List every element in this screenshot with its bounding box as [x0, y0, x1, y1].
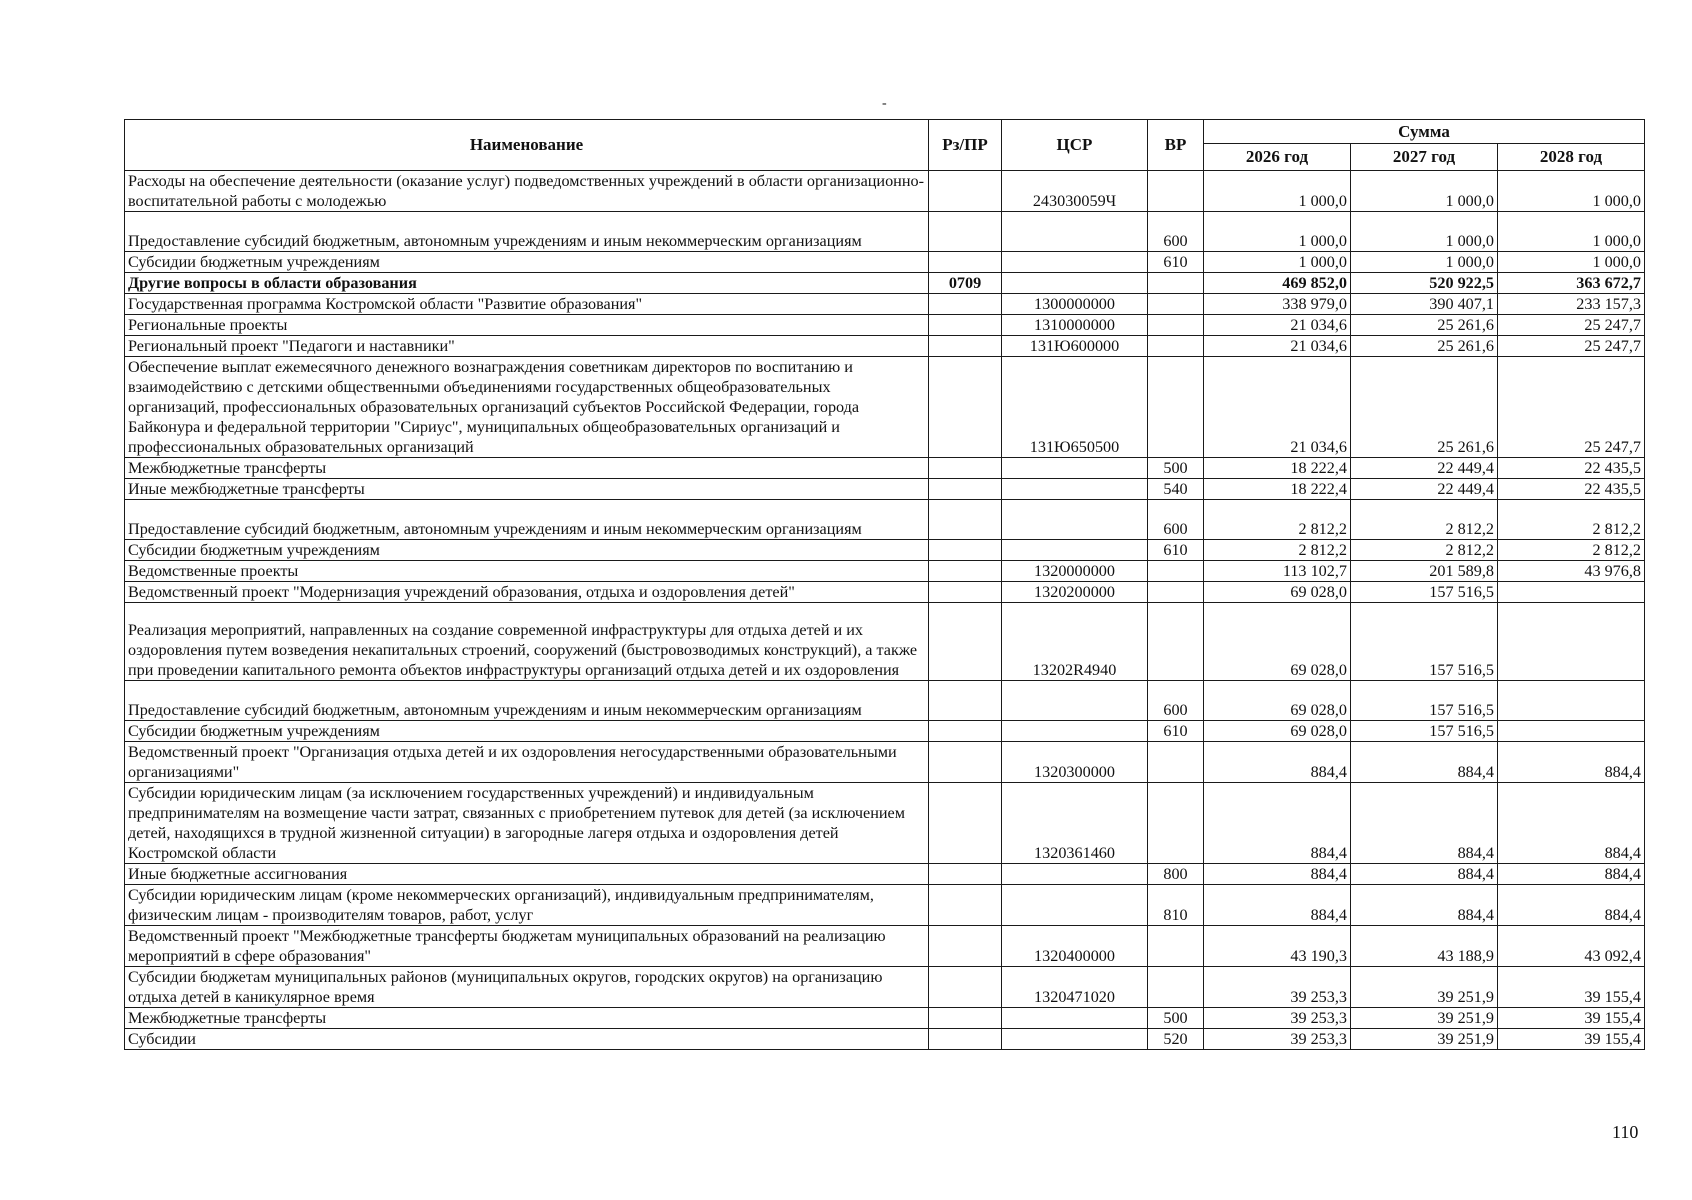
- row-sum-2028: 22 435,5: [1498, 479, 1645, 500]
- scan-mark: -: [882, 96, 887, 111]
- table-row: [125, 582, 1645, 603]
- row-csr: 1320300000: [1002, 742, 1148, 783]
- row-sum-2028: 363 672,7: [1498, 273, 1645, 294]
- table-row: [125, 561, 1645, 582]
- row-sum-2027: 157 516,5: [1351, 603, 1498, 681]
- row-vr: 600: [1148, 681, 1204, 721]
- row-sum-2027: 22 449,4: [1351, 479, 1498, 500]
- row-rz-pr: [929, 336, 1002, 357]
- row-sum-2028: 884,4: [1498, 885, 1645, 926]
- row-rz-pr: [929, 171, 1002, 212]
- row-name: Обеспечение выплат ежемесячного денежного вознаграждения советникам директоров по воспитанию и взаимодействию с детскими общественными объединениями государственных общеобразовательных организаций, профессиональных образовательных организаций субъектов Российской Федерации, города Байконура и федеральной территории "Сириус", муниципальных общеобразовательных организаций и профессиональных образовательных организаций: [125, 357, 929, 458]
- row-csr: [1002, 885, 1148, 926]
- row-name: Региональный проект "Педагоги и наставники": [125, 336, 929, 357]
- row-name: Субсидии бюджетным учреждениям: [125, 721, 929, 742]
- row-sum-2028: 25 247,7: [1498, 357, 1645, 458]
- row-rz-pr: [929, 721, 1002, 742]
- row-sum-2028: 25 247,7: [1498, 315, 1645, 336]
- row-sum-2026: 884,4: [1204, 783, 1351, 864]
- row-rz-pr: [929, 926, 1002, 967]
- row-vr: 610: [1148, 721, 1204, 742]
- row-sum-2027: 2 812,2: [1351, 540, 1498, 561]
- table-row: [125, 603, 1645, 681]
- row-sum-2026: 1 000,0: [1204, 212, 1351, 252]
- row-name: Субсидии: [125, 1029, 929, 1050]
- table-row: [125, 926, 1645, 967]
- row-rz-pr: [929, 783, 1002, 864]
- row-sum-2027: 22 449,4: [1351, 458, 1498, 479]
- row-rz-pr: [929, 357, 1002, 458]
- header-vr: ВР: [1148, 120, 1204, 171]
- row-name: Предоставление субсидий бюджетным, автономным учреждениям и иным некоммерческим организациям: [125, 681, 929, 721]
- row-rz-pr: [929, 540, 1002, 561]
- table-row: [125, 742, 1645, 783]
- row-sum-2026: 884,4: [1204, 742, 1351, 783]
- row-sum-2026: 21 034,6: [1204, 315, 1351, 336]
- row-vr: [1148, 357, 1204, 458]
- row-sum-2026: 884,4: [1204, 885, 1351, 926]
- row-sum-2027: 157 516,5: [1351, 681, 1498, 721]
- row-name: Государственная программа Костромской области "Развитие образования": [125, 294, 929, 315]
- row-vr: 520: [1148, 1029, 1204, 1050]
- row-csr: 1300000000: [1002, 294, 1148, 315]
- row-name: Ведомственные проекты: [125, 561, 929, 582]
- header-csr: ЦСР: [1002, 120, 1148, 171]
- row-sum-2027: 39 251,9: [1351, 967, 1498, 1008]
- row-sum-2027: 1 000,0: [1351, 171, 1498, 212]
- row-rz-pr: [929, 561, 1002, 582]
- row-sum-2027: 884,4: [1351, 885, 1498, 926]
- table-body: [125, 171, 1645, 1050]
- row-sum-2028: 884,4: [1498, 783, 1645, 864]
- row-rz-pr: [929, 500, 1002, 540]
- row-sum-2026: 43 190,3: [1204, 926, 1351, 967]
- row-name: Реализация мероприятий, направленных на создание современной инфраструктуры для отдыха детей и их оздоровления путем возведения некапитальных строений, сооружений (быстровозводимых конструкций), а также при проведении капитального ремонта объектов инфраструктуры организаций отдыха детей и их оздоровления: [125, 603, 929, 681]
- row-name: Субсидии юридическим лицам (за исключением государственных учреждений) и индивидуальным предпринимателям на возмещение части затрат, связанных с приобретением путевок для детей (за исключением детей, находящихся в трудной жизненной ситуации) в загородные лагеря отдыха и оздоровления детей Костромской области: [125, 783, 929, 864]
- row-rz-pr: [929, 603, 1002, 681]
- row-csr: [1002, 273, 1148, 294]
- table-row: [125, 273, 1645, 294]
- row-rz-pr: [929, 742, 1002, 783]
- row-sum-2028: 39 155,4: [1498, 1029, 1645, 1050]
- row-sum-2026: 2 812,2: [1204, 540, 1351, 561]
- row-csr: 1320471020: [1002, 967, 1148, 1008]
- row-name: Ведомственный проект "Модернизация учреждений образования, отдыха и оздоровления детей": [125, 582, 929, 603]
- row-sum-2026: 21 034,6: [1204, 336, 1351, 357]
- row-csr: [1002, 458, 1148, 479]
- row-name: Иные межбюджетные трансферты: [125, 479, 929, 500]
- table-row: [125, 681, 1645, 721]
- row-sum-2028: 22 435,5: [1498, 458, 1645, 479]
- header-year-2028: 2028 год: [1498, 144, 1645, 171]
- row-csr: [1002, 479, 1148, 500]
- row-sum-2026: 39 253,3: [1204, 1029, 1351, 1050]
- row-sum-2027: 201 589,8: [1351, 561, 1498, 582]
- row-vr: 800: [1148, 864, 1204, 885]
- table-header: [125, 120, 1645, 171]
- row-csr: [1002, 212, 1148, 252]
- row-csr: 13202R4940: [1002, 603, 1148, 681]
- row-name: Предоставление субсидий бюджетным, автономным учреждениям и иным некоммерческим организациям: [125, 212, 929, 252]
- row-sum-2028: [1498, 603, 1645, 681]
- row-csr: [1002, 1008, 1148, 1029]
- table-row: [125, 479, 1645, 500]
- table-row: [125, 885, 1645, 926]
- row-vr: [1148, 315, 1204, 336]
- table-row: [125, 212, 1645, 252]
- row-csr: [1002, 540, 1148, 561]
- row-rz-pr: [929, 864, 1002, 885]
- row-name: Межбюджетные трансферты: [125, 458, 929, 479]
- row-csr: 131Ю650500: [1002, 357, 1148, 458]
- row-rz-pr: 0709: [929, 273, 1002, 294]
- row-sum-2028: 2 812,2: [1498, 500, 1645, 540]
- row-sum-2026: 18 222,4: [1204, 479, 1351, 500]
- header-year-2026: 2026 год: [1204, 144, 1351, 171]
- row-rz-pr: [929, 967, 1002, 1008]
- row-rz-pr: [929, 252, 1002, 273]
- row-vr: [1148, 336, 1204, 357]
- row-sum-2027: 884,4: [1351, 783, 1498, 864]
- row-vr: [1148, 742, 1204, 783]
- row-name: Другие вопросы в области образования: [125, 273, 929, 294]
- row-sum-2026: 69 028,0: [1204, 681, 1351, 721]
- row-vr: [1148, 603, 1204, 681]
- row-name: Предоставление субсидий бюджетным, автономным учреждениям и иным некоммерческим организациям: [125, 500, 929, 540]
- row-vr: [1148, 273, 1204, 294]
- row-sum-2027: 390 407,1: [1351, 294, 1498, 315]
- row-sum-2028: 233 157,3: [1498, 294, 1645, 315]
- row-sum-2028: 1 000,0: [1498, 212, 1645, 252]
- table-row: [125, 500, 1645, 540]
- table-row: [125, 336, 1645, 357]
- row-sum-2027: 157 516,5: [1351, 721, 1498, 742]
- row-sum-2026: 18 222,4: [1204, 458, 1351, 479]
- table-row: [125, 540, 1645, 561]
- row-vr: [1148, 967, 1204, 1008]
- table-row: [125, 458, 1645, 479]
- table-row: [125, 783, 1645, 864]
- row-csr: [1002, 252, 1148, 273]
- row-sum-2028: 1 000,0: [1498, 252, 1645, 273]
- row-sum-2026: 69 028,0: [1204, 603, 1351, 681]
- row-sum-2027: 25 261,6: [1351, 336, 1498, 357]
- row-rz-pr: [929, 315, 1002, 336]
- row-sum-2026: 39 253,3: [1204, 967, 1351, 1008]
- row-sum-2026: 39 253,3: [1204, 1008, 1351, 1029]
- row-sum-2026: 2 812,2: [1204, 500, 1351, 540]
- page-number: 110: [1612, 1122, 1639, 1142]
- row-name: Ведомственный проект "Организация отдыха детей и их оздоровления негосударственными образовательными организациями": [125, 742, 929, 783]
- table-row: [125, 967, 1645, 1008]
- row-sum-2028: 884,4: [1498, 742, 1645, 783]
- row-sum-2027: 884,4: [1351, 742, 1498, 783]
- row-sum-2027: 39 251,9: [1351, 1029, 1498, 1050]
- row-csr: [1002, 721, 1148, 742]
- row-vr: 810: [1148, 885, 1204, 926]
- row-vr: 610: [1148, 540, 1204, 561]
- row-sum-2027: 520 922,5: [1351, 273, 1498, 294]
- row-name: Межбюджетные трансферты: [125, 1008, 929, 1029]
- row-vr: [1148, 171, 1204, 212]
- row-sum-2027: 39 251,9: [1351, 1008, 1498, 1029]
- row-rz-pr: [929, 681, 1002, 721]
- row-name: Иные бюджетные ассигнования: [125, 864, 929, 885]
- row-name: Ведомственный проект "Межбюджетные трансферты бюджетам муниципальных образований на реализацию мероприятий в сфере образования": [125, 926, 929, 967]
- row-rz-pr: [929, 1029, 1002, 1050]
- row-sum-2027: 157 516,5: [1351, 582, 1498, 603]
- row-vr: [1148, 294, 1204, 315]
- header-rz-pr: Рз/ПР: [929, 120, 1002, 171]
- row-rz-pr: [929, 294, 1002, 315]
- row-csr: 1320400000: [1002, 926, 1148, 967]
- row-sum-2027: 43 188,9: [1351, 926, 1498, 967]
- row-csr: [1002, 1029, 1148, 1050]
- row-sum-2028: 2 812,2: [1498, 540, 1645, 561]
- row-vr: [1148, 926, 1204, 967]
- row-sum-2028: 884,4: [1498, 864, 1645, 885]
- row-sum-2028: [1498, 681, 1645, 721]
- budget-table: [124, 119, 1645, 1050]
- row-sum-2028: 43 092,4: [1498, 926, 1645, 967]
- row-vr: [1148, 582, 1204, 603]
- header-year-2027: 2027 год: [1351, 144, 1498, 171]
- row-sum-2027: 2 812,2: [1351, 500, 1498, 540]
- row-sum-2026: 69 028,0: [1204, 721, 1351, 742]
- row-sum-2027: 25 261,6: [1351, 315, 1498, 336]
- row-csr: 1320000000: [1002, 561, 1148, 582]
- row-csr: [1002, 500, 1148, 540]
- row-csr: 131Ю600000: [1002, 336, 1148, 357]
- row-sum-2026: 113 102,7: [1204, 561, 1351, 582]
- row-sum-2028: 39 155,4: [1498, 967, 1645, 1008]
- row-vr: 600: [1148, 500, 1204, 540]
- row-sum-2028: [1498, 721, 1645, 742]
- row-vr: 540: [1148, 479, 1204, 500]
- row-vr: 500: [1148, 458, 1204, 479]
- row-name: Субсидии бюджетным учреждениям: [125, 540, 929, 561]
- row-sum-2027: 1 000,0: [1351, 212, 1498, 252]
- row-rz-pr: [929, 458, 1002, 479]
- header-name: Наименование: [125, 120, 929, 171]
- table-row: [125, 1008, 1645, 1029]
- row-csr: [1002, 681, 1148, 721]
- header-sum: Сумма: [1204, 120, 1645, 144]
- row-rz-pr: [929, 582, 1002, 603]
- row-vr: 600: [1148, 212, 1204, 252]
- row-sum-2028: 1 000,0: [1498, 171, 1645, 212]
- row-sum-2026: 884,4: [1204, 864, 1351, 885]
- row-name: Субсидии юридическим лицам (кроме некоммерческих организаций), индивидуальным предпринимателям, физическим лицам - производителям товаров, работ, услуг: [125, 885, 929, 926]
- row-rz-pr: [929, 885, 1002, 926]
- row-csr: 1320200000: [1002, 582, 1148, 603]
- row-vr: [1148, 561, 1204, 582]
- row-name: Субсидии бюджетным учреждениям: [125, 252, 929, 273]
- table-row: [125, 252, 1645, 273]
- table-row: [125, 171, 1645, 212]
- row-sum-2027: 884,4: [1351, 864, 1498, 885]
- row-sum-2028: 43 976,8: [1498, 561, 1645, 582]
- table-row: [125, 1029, 1645, 1050]
- row-vr: 610: [1148, 252, 1204, 273]
- row-csr: 1310000000: [1002, 315, 1148, 336]
- row-name: Региональные проекты: [125, 315, 929, 336]
- row-csr: 1320361460: [1002, 783, 1148, 864]
- row-sum-2027: 1 000,0: [1351, 252, 1498, 273]
- row-csr: 243030059Ч: [1002, 171, 1148, 212]
- row-sum-2026: 469 852,0: [1204, 273, 1351, 294]
- row-vr: [1148, 783, 1204, 864]
- table-row: [125, 294, 1645, 315]
- row-sum-2028: [1498, 582, 1645, 603]
- row-vr: 500: [1148, 1008, 1204, 1029]
- row-csr: [1002, 864, 1148, 885]
- row-sum-2028: 39 155,4: [1498, 1008, 1645, 1029]
- row-sum-2026: 1 000,0: [1204, 171, 1351, 212]
- row-sum-2026: 1 000,0: [1204, 252, 1351, 273]
- table-row: [125, 864, 1645, 885]
- table-row: [125, 315, 1645, 336]
- row-name: Расходы на обеспечение деятельности (оказание услуг) подведомственных учреждений в области организационно-воспитательной работы с молодежью: [125, 171, 929, 212]
- row-sum-2027: 25 261,6: [1351, 357, 1498, 458]
- row-sum-2028: 25 247,7: [1498, 336, 1645, 357]
- row-sum-2026: 338 979,0: [1204, 294, 1351, 315]
- row-sum-2026: 21 034,6: [1204, 357, 1351, 458]
- table-row: [125, 357, 1645, 458]
- row-rz-pr: [929, 212, 1002, 252]
- table-row: [125, 721, 1645, 742]
- row-rz-pr: [929, 479, 1002, 500]
- row-rz-pr: [929, 1008, 1002, 1029]
- row-sum-2026: 69 028,0: [1204, 582, 1351, 603]
- row-name: Субсидии бюджетам муниципальных районов (муниципальных округов, городских округов) на организацию отдыха детей в каникулярное время: [125, 967, 929, 1008]
